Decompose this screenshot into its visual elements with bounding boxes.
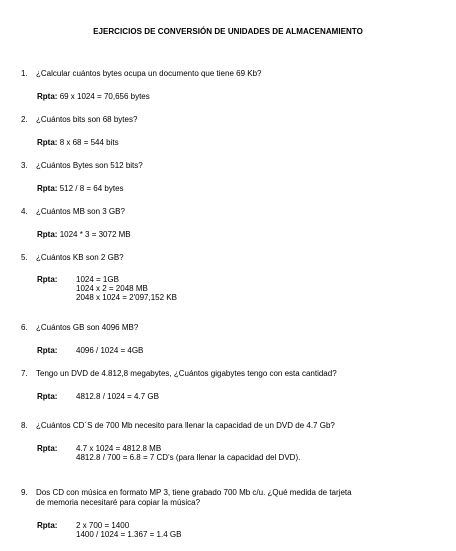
question-3: [21, 161, 143, 171]
question-text: ¿Cuántos CD´S de 700 Mb necesito para llenar la capacidad de un DVD de 4.7 Gb?: [36, 421, 335, 430]
question-6: [21, 323, 138, 333]
answer-line: 1024 = 1GB: [76, 275, 119, 284]
answer-4: [37, 230, 131, 239]
question-2: [21, 115, 137, 125]
question-number: 1.: [21, 69, 28, 78]
question-9: [21, 488, 352, 508]
answer-label: Rpta:: [37, 138, 58, 147]
answer-text: 512 / 8 = 64 bytes: [59, 184, 124, 193]
question-text: [36, 488, 352, 508]
question-number: 9.: [21, 488, 28, 497]
answer-label: Rpta:: [37, 392, 58, 401]
answer-label: Rpta:: [37, 184, 58, 193]
question-text: ¿Cuántos KB son 2 GB?: [36, 253, 124, 262]
question-number: 5.: [21, 253, 28, 262]
question-text: ¿Calcular cuántos bytes ocupa un documento que tiene 69 Kb?: [36, 69, 262, 78]
question-7: [21, 369, 337, 379]
question-1: [21, 69, 261, 79]
answer-line: 2 x 700 = 1400: [76, 521, 130, 530]
question-number: 2.: [21, 115, 28, 124]
answer-label: Rpta:: [37, 521, 58, 530]
answer-text: 8 x 68 = 544 bits: [59, 138, 119, 147]
answer-line: 4.7 x 1024 = 4812.8 MB: [76, 444, 162, 453]
answer-lines: [76, 392, 159, 401]
answer-1: [37, 92, 150, 101]
question-5: [21, 253, 124, 263]
question-text-line: de memoria necesitaré para copiar la música?: [36, 498, 201, 507]
document-title: EJERCICIOS DE CONVERSIÓN DE UNIDADES DE ALMACENAMIENTO: [93, 27, 363, 36]
answer-lines: [76, 275, 177, 302]
answer-label: Rpta:: [37, 92, 58, 101]
answer-line: 4096 / 1024 = 4GB: [76, 346, 144, 355]
answer-label: Rpta:: [37, 444, 58, 453]
answer-lines: [76, 521, 181, 539]
answer-lines: [76, 346, 143, 355]
answer-label: Rpta:: [37, 275, 58, 284]
answer-label: Rpta:: [37, 346, 58, 355]
question-text: Tengo un DVD de 4.812,8 megabytes, ¿Cuántos gigabytes tengo con esta cantidad?: [36, 369, 337, 378]
question-text: ¿Cuántos bits son 68 bytes?: [36, 115, 138, 124]
answer-text: 69 x 1024 = 70,656 bytes: [59, 92, 150, 101]
question-text: ¿Cuántos GB son 4096 MB?: [36, 323, 139, 332]
question-number: 4.: [21, 207, 28, 216]
answer-lines: [76, 444, 300, 462]
answer-line: 1400 / 1024 = 1.367 = 1.4 GB: [76, 530, 182, 539]
question-text: ¿Cuántos MB son 3 GB?: [36, 207, 125, 216]
answer-text: 1024 * 3 = 3072 MB: [59, 230, 131, 239]
question-number: 7.: [21, 369, 28, 378]
answer-line: 1024 x 2 = 2048 MB: [76, 284, 148, 293]
answer-line: 4812.8 / 700 = 6.8 = 7 CD's (para llenar la capacidad del DVD).: [76, 453, 301, 462]
question-number: 8.: [21, 421, 28, 430]
question-8: [21, 421, 335, 431]
answer-line: 4812.8 / 1024 = 4.7 GB: [76, 392, 159, 401]
question-number: 6.: [21, 323, 28, 332]
question-4: [21, 207, 125, 217]
question-text: ¿Cuántos Bytes son 512 bits?: [36, 161, 143, 170]
answer-line: 2048 x 1024 = 2'097,152 KB: [76, 293, 177, 302]
answer-label: Rpta:: [37, 230, 58, 239]
question-text-line: Dos CD con música en formato MP 3, tiene grabado 700 Mb c/u. ¿Qué medida de tarjeta: [36, 488, 352, 497]
question-number: 3.: [21, 161, 28, 170]
answer-2: [37, 138, 119, 147]
answer-3: [37, 184, 124, 193]
